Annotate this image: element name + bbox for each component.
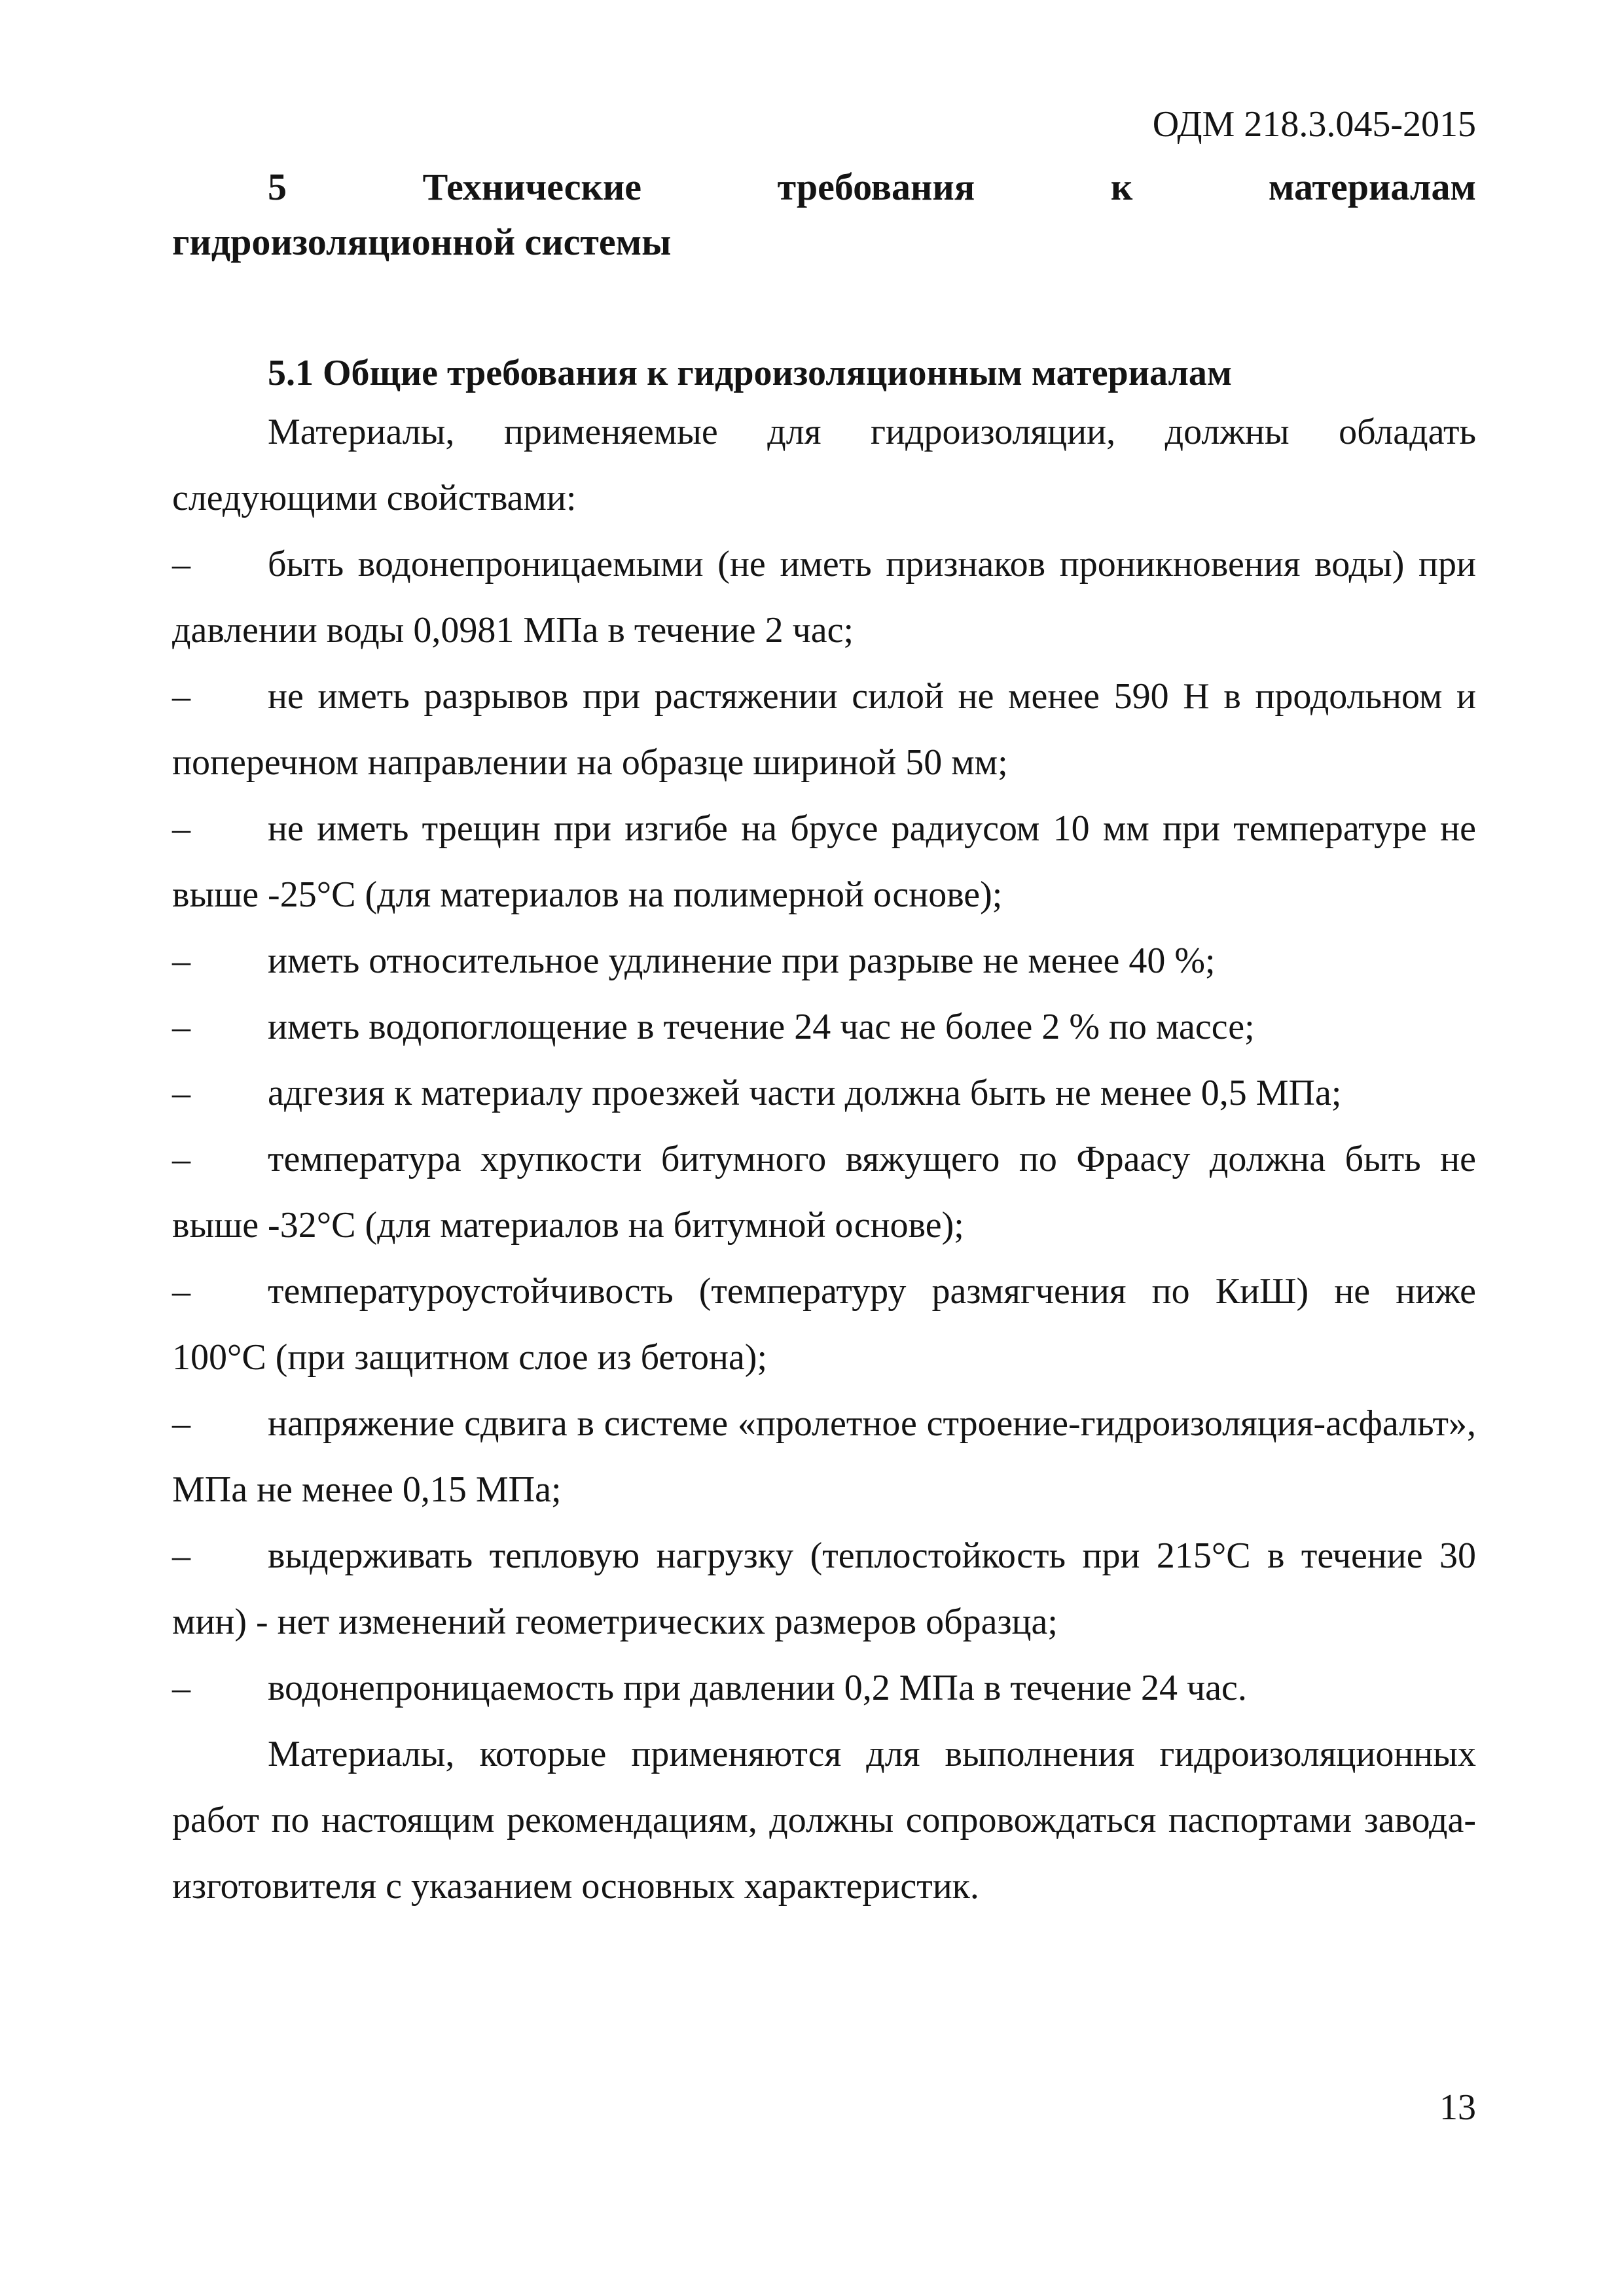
list-item — [172, 1126, 1476, 1259]
list-item-text: не иметь трещин при изгибе на брусе радиусом 10 мм при температуре не выше -25°С (для материалов на полимерной основе); — [172, 808, 1476, 915]
closing-paragraph: Материалы, которые применяются для выполнения гидроизоляционных работ по настоящим рекомендациям, должны сопровождаться паспортами завода-изготовителя с указанием основных характеристик. — [172, 1734, 1476, 1907]
list-dash: – — [172, 1073, 190, 1113]
list-item — [172, 1523, 1476, 1655]
list-item-text: водонепроницаемость при давлении 0,2 МПа в течение 24 час. — [268, 1668, 1247, 1708]
list-dash: – — [172, 1668, 190, 1708]
list-item-text: иметь водопоглощение в течение 24 час не более 2 % по массе; — [268, 1007, 1255, 1047]
section-title-word: к — [1110, 166, 1133, 208]
list-item-text: температуроустойчивость (температуру размягчения по КиШ) не ниже 100°С (при защитном слое из бетона); — [172, 1271, 1476, 1378]
list-dash: – — [172, 1139, 190, 1179]
list-item-text: быть водонепроницаемыми (не иметь признаков проникновения воды) при давлении воды 0,0981 МПа в течение 2 час; — [172, 544, 1476, 651]
list-item — [172, 796, 1476, 928]
section-title-word: материалам — [1268, 166, 1476, 208]
intro-paragraph: Материалы, применяемые для гидроизоляции, должны обладать следующими свойствами: — [172, 412, 1476, 518]
list-item-text: температура хрупкости битумного вяжущего по Фраасу должна быть не выше -32°С (для материалов на битумной основе); — [172, 1139, 1476, 1246]
list-item-text: иметь относительное удлинение при разрыве не менее 40 %; — [268, 941, 1216, 981]
page-content — [172, 98, 1476, 1920]
list-dash: – — [172, 808, 190, 849]
list-dash: – — [172, 941, 190, 981]
list-item — [172, 1391, 1476, 1523]
list-item — [172, 531, 1476, 664]
list-dash: – — [172, 1007, 190, 1047]
list-dash: – — [172, 676, 190, 717]
requirements-list — [172, 531, 1476, 1721]
section-number: 5 — [268, 166, 287, 208]
section-title-line1 — [172, 160, 1476, 215]
list-item-text: выдерживать тепловую нагрузку (теплостойкость при 215°С в течение 30 мин) - нет изменений геометрических размеров образца; — [172, 1535, 1476, 1642]
section-title-word: требования — [777, 166, 975, 208]
list-item — [172, 664, 1476, 796]
list-item-text: напряжение сдвига в системе «пролетное строение-гидроизоляция-асфальт», МПа не менее 0,15 МПа; — [172, 1403, 1476, 1510]
list-item — [172, 1259, 1476, 1391]
list-dash: – — [172, 1403, 190, 1444]
page-number: 13 — [1439, 2087, 1476, 2128]
section-title-line2: гидроизоляционной системы — [172, 221, 672, 263]
list-item — [172, 928, 1476, 994]
section-title-word: Технические — [422, 166, 642, 208]
list-item — [172, 1655, 1476, 1721]
list-dash: – — [172, 1535, 190, 1576]
list-item-text: адгезия к материалу проезжей части должна быть не менее 0,5 МПа; — [268, 1073, 1342, 1113]
document-code-header: ОДМ 218.3.045-2015 — [1152, 104, 1476, 145]
list-item — [172, 1060, 1476, 1126]
list-dash: – — [172, 544, 190, 584]
list-dash: – — [172, 1271, 190, 1312]
list-item — [172, 994, 1476, 1060]
section-title — [172, 160, 1476, 270]
list-item-text: не иметь разрывов при растяжении силой не менее 590 Н в продольном и поперечном направлении на образце шириной 50 мм; — [172, 676, 1476, 783]
subsection-title: 5.1 Общие требования к гидроизоляционным материалам — [268, 353, 1233, 393]
